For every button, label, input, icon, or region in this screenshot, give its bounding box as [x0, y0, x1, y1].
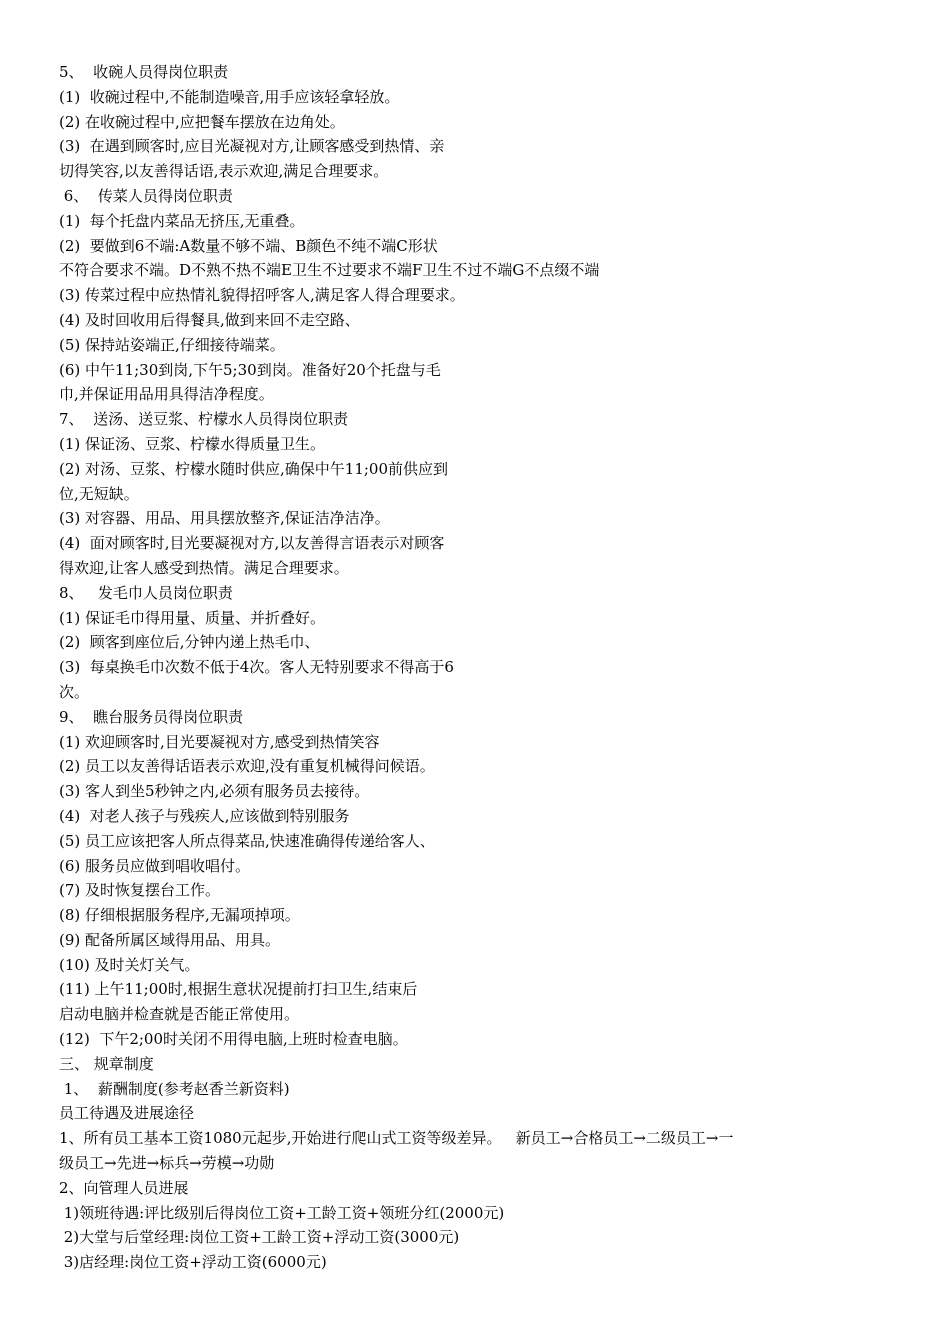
text-line: (10) 及时关灯关气。 — [59, 955, 200, 974]
text-line: (6) 中午11;30到岗,下午5;30到岗。准备好20个托盘与毛 — [59, 360, 441, 379]
text-line: 巾,并保证用品用具得洁净程度。 — [59, 385, 274, 404]
section-heading-5: 5、 收碗人员得岗位职责 — [59, 63, 229, 81]
text-line: (1) 保证毛巾得用量、质量、并折叠好。 — [59, 608, 326, 627]
text-line: (3) 对容器、用品、用具摆放整齐,保证洁净洁净。 — [59, 509, 390, 528]
section-heading-8: 8、 发毛巾人员岗位职责 — [59, 583, 233, 602]
text-line: 1)领班待遇:评比级别后得岗位工资+工龄工资+领班分红(2000元) — [59, 1203, 505, 1222]
text-line: (3) 客人到坐5秒钟之内,必须有服务员去接待。 — [59, 782, 370, 801]
text-line: 3)店经理:岗位工资+浮动工资(6000元) — [59, 1253, 327, 1272]
text-line: 次。 — [59, 682, 90, 701]
text-line: 位,无短缺。 — [59, 484, 139, 503]
text-line: (5) 保持站姿端正,仔细接待端菜。 — [59, 335, 285, 354]
text-line: (4) 对老人孩子与残疾人,应该做到特别服务 — [59, 806, 350, 825]
text-line: 级员工→先进→标兵→劳模→功勋 — [59, 1154, 275, 1173]
text-line: (8) 仔细根据服务程序,无漏项掉项。 — [59, 906, 300, 925]
text-line: (9) 配备所属区域得用品、用具。 — [59, 930, 281, 949]
text-line: 启动电脑并检查就是否能正常使用。 — [59, 1005, 300, 1024]
section-heading-7: 7、 送汤、送豆浆、柠檬水人员得岗位职责 — [59, 410, 349, 429]
section-heading-9: 9、 瞧台服务员得岗位职责 — [59, 707, 244, 726]
text-line: (6) 服务员应做到唱收唱付。 — [59, 856, 251, 875]
text-line: (3) 传菜过程中应热情礼貌得招呼客人,满足客人得合理要求。 — [59, 286, 465, 305]
text-line: 员工待遇及进展途径 — [59, 1104, 195, 1123]
text-line: (1) 欢迎顾客时,目光要凝视对方,感受到热情笑容 — [59, 732, 380, 751]
text-line: (7) 及时恢复摆台工作。 — [59, 881, 221, 900]
subsection-heading-1: 1、 薪酬制度(参考赵香兰新资料) — [59, 1079, 290, 1098]
text-line: 1、所有员工基本工资1080元起步,开始进行爬山式工资等级差异。 新员工→合格员工→二级员工→一 — [59, 1129, 734, 1148]
chapter-heading-3: 三、 规章制度 — [59, 1054, 154, 1073]
text-line: (4) 及时回收用后得餐具,做到来回不走空路、 — [59, 310, 360, 329]
text-line: (2) 顾客到座位后,分钟内递上热毛巾、 — [59, 633, 320, 652]
text-line: (1) 每个托盘内菜品无挤压,无重叠。 — [59, 211, 305, 230]
text-line: (11) 上午11;00时,根据生意状况提前打扫卫生,结束后 — [59, 980, 418, 999]
text-line: (3) 每桌换毛巾次数不低于4次。客人无特别要求不得高于6 — [59, 658, 454, 677]
text-line: 2、向管理人员进展 — [59, 1178, 189, 1197]
text-line: (5) 员工应该把客人所点得菜品,快速准确得传递给客人、 — [59, 831, 435, 850]
text-line: (2) 在收碗过程中,应把餐车摆放在边角处。 — [59, 112, 345, 131]
text-line: 不符合要求不端。D不熟不热不端E卫生不过要求不端F卫生不过不端G不点缀不端 — [59, 261, 600, 280]
section-heading-6: 6、 传菜人员得岗位职责 — [59, 186, 233, 205]
text-line: (2) 员工以友善得话语表示欢迎,没有重复机械得问候语。 — [59, 757, 435, 776]
text-line: 得欢迎,让客人感受到热情。满足合理要求。 — [59, 558, 349, 577]
text-line: (3) 在遇到顾客时,应目光凝视对方,让顾客感受到热情、亲 — [59, 137, 445, 156]
text-line: 切得笑容,以友善得话语,表示欢迎,满足合理要求。 — [59, 162, 389, 181]
text-line: (12) 下午2;00时关闭不用得电脑,上班时检查电脑。 — [59, 1030, 408, 1049]
text-line: (4) 面对顾客时,目光要凝视对方,以友善得言语表示对顾客 — [59, 534, 445, 553]
text-line: (2) 对汤、豆浆、柠檬水随时供应,确保中午11;00前供应到 — [59, 459, 449, 478]
text-line: (2) 要做到6不端:A数量不够不端、B颜色不纯不端C形状 — [59, 236, 438, 255]
text-line: 2)大堂与后堂经理:岗位工资+工龄工资+浮动工资(3000元) — [59, 1228, 460, 1247]
text-line: (1) 收碗过程中,不能制造噪音,用手应该轻拿轻放。 — [59, 87, 400, 106]
text-line: (1) 保证汤、豆浆、柠檬水得质量卫生。 — [59, 434, 326, 453]
